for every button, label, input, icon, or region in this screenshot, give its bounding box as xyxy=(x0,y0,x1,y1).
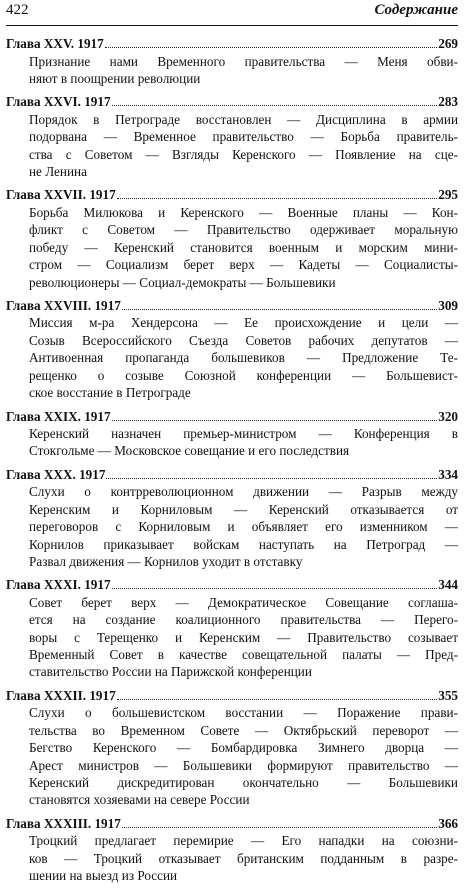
dot-leader xyxy=(112,420,438,421)
chapter-page-number: 269 xyxy=(438,36,458,51)
summary-line: Стокгольме — Московское совещание и его последствия xyxy=(29,443,350,459)
chapter-heading xyxy=(6,93,458,111)
summary-line: тельства во Временном Совете — Октябрьский переворот — xyxy=(29,722,458,738)
chapter-title: Глава XXXIII. 1917 xyxy=(6,815,121,831)
summary-line: ское восстание в Петрограде xyxy=(29,385,191,401)
summary-line: ков — Троцкий отказывает британским подданным в разре- xyxy=(29,850,458,866)
dot-leader xyxy=(122,309,437,310)
summary-line: Керенский назначен премьер-министром — Конференция в xyxy=(29,426,458,441)
summary-line: Порядок в Петрограде восстановлен — Дисциплина в армии xyxy=(29,111,458,127)
chapter-summary xyxy=(29,425,458,460)
toc-entry xyxy=(6,408,458,460)
dot-leader xyxy=(117,198,438,199)
toc-entry xyxy=(6,815,458,885)
summary-line: становятся хозяевами на севере России xyxy=(29,792,250,808)
chapter-summary xyxy=(29,704,458,808)
chapter-page-number: 320 xyxy=(438,408,458,424)
chapter-summary xyxy=(29,204,458,291)
chapter-title: Глава XXVIII. 1917 xyxy=(6,297,121,313)
chapter-heading xyxy=(6,408,458,426)
summary-line: ется на создание коалиционного правительства — Перего- xyxy=(29,612,458,628)
header-rule xyxy=(6,25,458,26)
chapter-heading xyxy=(6,35,458,53)
summary-line: Корнилов приказывает войскам наступать на Петроград — xyxy=(29,536,458,552)
summary-line: Созыв Всероссийского Съезда Советов рабочих депутатов — xyxy=(29,332,458,348)
summary-line: не Ленина xyxy=(29,164,87,180)
page-number: 422 xyxy=(6,2,29,18)
chapter-title: Глава XXX. 1917 xyxy=(6,466,106,482)
chapter-heading xyxy=(6,815,458,833)
summary-line: переговоров с Корниловым и объявляет его изменником — xyxy=(29,519,458,535)
chapter-summary xyxy=(29,483,458,570)
summary-line: няют в поощрении революции xyxy=(29,70,201,86)
summary-line: Признание нами Временного правительства — Меня обви- xyxy=(29,53,458,69)
summary-line: Арест министров — Большевики формируют правительство — xyxy=(29,757,458,773)
summary-line: победу — Керенский становится военным и морским мини- xyxy=(29,239,458,255)
chapter-heading xyxy=(6,576,458,594)
chapter-heading xyxy=(6,687,458,705)
summary-line: шении на выезд из России xyxy=(29,868,178,884)
summary-line: Миссия м-ра Хендерсона — Ее происхождение и цели — xyxy=(29,315,458,331)
summary-line: ства с Советом — Взгляды Керенского — Появление на сце- xyxy=(29,146,458,162)
page-header xyxy=(6,2,458,24)
toc-entry xyxy=(6,35,458,87)
chapter-summary xyxy=(29,53,458,88)
toc-entry xyxy=(6,186,458,291)
dot-leader xyxy=(112,105,438,106)
chapter-page-number: 334 xyxy=(438,466,458,482)
toc-entry xyxy=(6,576,458,681)
dot-leader xyxy=(112,588,438,589)
dot-leader xyxy=(105,47,437,48)
chapter-page-number: 366 xyxy=(438,815,458,831)
chapter-title: Глава XXXI. 1917 xyxy=(6,577,111,593)
chapter-summary xyxy=(29,594,458,681)
chapter-summary xyxy=(29,111,458,181)
summary-line: ставительство России на Парижской конференции xyxy=(29,664,312,680)
summary-line: Слухи о большевистском восстании — Поражение прави- xyxy=(29,705,458,721)
toc-entry xyxy=(6,297,458,402)
chapter-heading xyxy=(6,297,458,315)
dot-leader xyxy=(117,699,438,700)
summary-line: Керенским и Корниловым — Керенский отказывается от xyxy=(29,501,458,517)
summary-line: Керенский дискредитирован окончательно — Большевики xyxy=(29,775,458,790)
chapter-title: Глава XXV. 1917 xyxy=(6,36,104,51)
summary-line: Слухи о контрреволюционном движении — Разрыв между xyxy=(29,484,458,500)
chapter-page-number: 344 xyxy=(438,577,458,593)
toc-entry xyxy=(6,687,458,809)
summary-line: Совет берет верх — Демократическое Совещание соглаша- xyxy=(29,594,458,610)
summary-line: Развал движения — Корнилов уходит в отставку xyxy=(29,553,303,569)
summary-line: Борьба Милюкова и Керенского — Военные планы — Кон- xyxy=(29,204,458,220)
chapter-heading xyxy=(6,186,458,204)
chapter-summary xyxy=(29,832,458,884)
chapter-title: Глава XXXII. 1917 xyxy=(6,687,116,703)
summary-line: стром — Социализм берет верх — Кадеты — Социалисты- xyxy=(29,257,458,273)
chapter-page-number: 295 xyxy=(438,187,458,203)
summary-line: Временный Совет в качестве совещательной палаты — Пред- xyxy=(29,647,458,663)
table-of-contents xyxy=(6,35,458,891)
chapter-heading xyxy=(6,466,458,484)
running-title: Содержание xyxy=(374,2,458,18)
summary-line: Бегство Керенского — Бомбардировка Зимнего дворца — xyxy=(29,740,458,756)
toc-entry xyxy=(6,466,458,571)
chapter-page-number: 309 xyxy=(438,297,458,313)
summary-line: Троцкий предлагает перемирие — Его нападки на союзни- xyxy=(29,833,458,849)
summary-line: рещенко о созыве Союзной конференции — Большевист- xyxy=(29,367,458,383)
chapter-page-number: 355 xyxy=(438,687,458,703)
chapter-title: Глава XXVI. 1917 xyxy=(6,94,111,110)
chapter-title: Глава XXVII. 1917 xyxy=(6,187,116,203)
toc-entry xyxy=(6,93,458,180)
summary-line: воры с Терещенко и Керенским — Правительство созывает xyxy=(29,629,458,645)
summary-line: фликт с Советом — Правительство одерживает моральную xyxy=(29,222,458,238)
chapter-summary xyxy=(29,314,458,401)
chapter-page-number: 283 xyxy=(438,94,458,110)
dot-leader xyxy=(122,827,437,828)
dot-leader xyxy=(106,478,437,479)
chapter-title: Глава XXIX. 1917 xyxy=(6,408,111,424)
summary-line: революционеры — Социал-демократы — Большевики xyxy=(29,274,336,290)
summary-line: Антивоенная пропаганда большевиков — Предложение Те- xyxy=(29,350,458,366)
summary-line: подорвана — Временное правительство — Борьба правитель- xyxy=(29,129,458,145)
